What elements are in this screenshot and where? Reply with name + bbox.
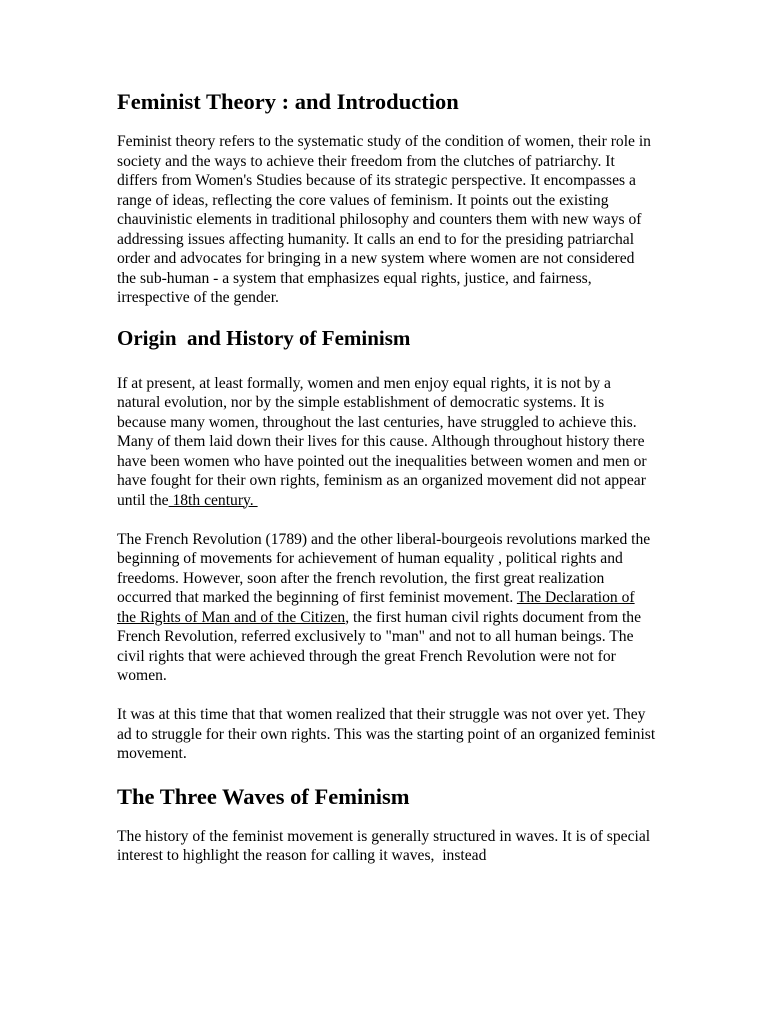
- origin-paragraph-2-text-after: , the first human civil rights document from the French Revolution, referred exclusively to "man" and not to all human beings. The civil rights that were achieved through the great French Revolution were not for women.: [117, 608, 642, 684]
- waves-paragraph: The history of the feminist movement is generally structured in waves. It is of special interest to highlight the reason for calling it waves, instead: [117, 827, 654, 864]
- origin-paragraph-2: [117, 530, 657, 686]
- origin-paragraph-1-text: If at present, at least formally, women and men enjoy equal rights, it is not by a natural evolution, nor by the simple establishment of democratic systems. It is because many women, throughout the last centuries, have struggled to achieve this. Many of them laid down their lives for this cause. Although throughout history there have been women who have pointed out the inequalities between women and men or have fought for their own rights, feminism as an organized movement did not appear until the: [117, 374, 647, 509]
- eighteenth-century-link[interactable]: 18th century.: [168, 491, 258, 509]
- origin-paragraph-2-text-before: The French Revolution (1789) and the other liberal-bourgeois revolutions marked the beginning of movements for achievement of human equality , political rights and freedoms. However, soon after the french revolution, the first great realization occurred that marked the beginning of first feminist movement.: [117, 530, 651, 606]
- waves-heading: The Three Waves of Feminism: [117, 783, 410, 809]
- intro-paragraph: Feminist theory refers to the systematic study of the condition of women, their role in society and the ways to achieve their freedom from the clutches of patriarchy. It differs from Women's Studies because of its strategic perspective. It encompasses a range of ideas, reflecting the core values of feminism. It points out the existing chauvinistic elements in traditional philosophy and counters them with new ways of addressing issues affecting humanity. It calls an end to for the presiding patriarchal order and advocates for bringing in a new system where women are not considered the sub-human - a system that emphasizes equal rights, justice, and fairness, irrespective of the gender.: [117, 133, 651, 306]
- document-title: Feminist Theory : and Introduction: [117, 89, 459, 114]
- origin-paragraph-3: It was at this time that that women realized that their struggle was not over yet. They ad to struggle for their own rights. This was the starting point of an organized feminist movement.: [117, 706, 656, 762]
- declaration-rights-link[interactable]: The Declaration of the Rights of Man and of the Citizen: [117, 589, 635, 626]
- origin-paragraph-1: [117, 374, 657, 511]
- origin-heading: Origin and History of Feminism: [117, 325, 411, 350]
- document-page: [117, 86, 657, 866]
